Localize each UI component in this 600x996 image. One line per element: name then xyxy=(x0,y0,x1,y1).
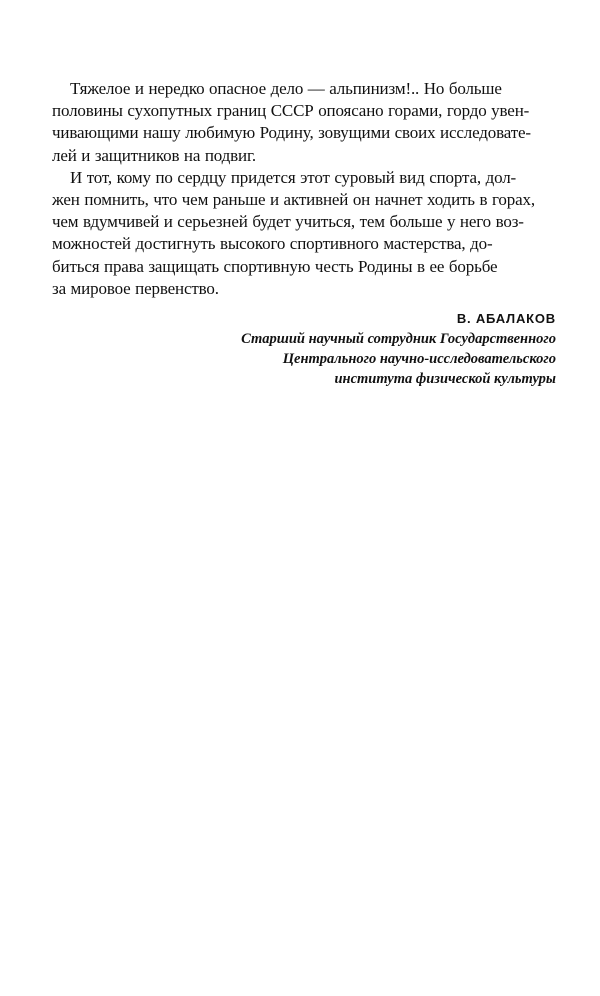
paragraph-2 xyxy=(52,167,556,300)
text-line: чем вдумчивей и серьезней будет учиться, тем больше у него воз- xyxy=(52,212,524,232)
text-line: биться права защищать спортивную честь Родины в ее борьбе xyxy=(52,256,498,276)
text-line: Тяжелое и нередко опасное дело — альпинизм!.. Но больше xyxy=(70,79,502,98)
author-title-line: института физической культуры xyxy=(334,371,556,387)
text-line: лей и защитников на подвиг. xyxy=(52,145,257,165)
document-page xyxy=(52,78,556,387)
author-title-line: Старший научный сотрудник Государственного xyxy=(241,331,556,347)
text-line: жен помнить, что чем раньше и активней он начнет ходить в горах, xyxy=(52,190,535,210)
text-line: чивающими нашу любимую Родину, зовущими своих исследовате- xyxy=(52,123,531,143)
author-name: В. АБАЛАКОВ xyxy=(456,311,556,326)
text-line: можностей достигнуть высокого спортивного мастерства, до- xyxy=(52,234,493,254)
paragraph-1 xyxy=(52,78,556,167)
text-line: за мировое первенство. xyxy=(52,278,219,298)
text-line: половины сухопутных границ СССР опоясано горами, гордо увен- xyxy=(52,101,530,121)
author-title-line: Центрального научно-исследовательского xyxy=(282,351,556,367)
signature-block xyxy=(241,311,556,389)
text-line: И тот, кому по сердцу придется этот суровый вид спорта, дол- xyxy=(70,167,517,187)
